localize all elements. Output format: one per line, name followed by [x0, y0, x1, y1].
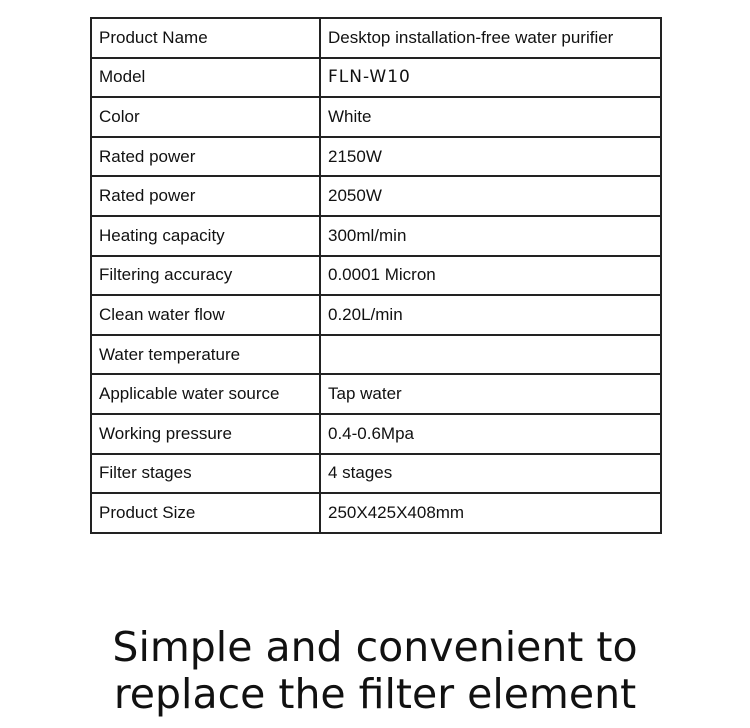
- table-row: [91, 493, 661, 533]
- table-row: [91, 176, 661, 216]
- spec-table: [90, 17, 662, 534]
- spec-value: Desktop installation-free water purifier: [320, 18, 661, 58]
- table-row: [91, 295, 661, 335]
- table-row: [91, 256, 661, 296]
- table-row: [91, 216, 661, 256]
- caption-line-1: Simple and convenient to: [112, 623, 638, 671]
- spec-value: Tap water: [320, 374, 661, 414]
- spec-label: Applicable water source: [91, 374, 320, 414]
- caption-line-2: replace the filter element: [113, 670, 637, 718]
- table-row: [91, 414, 661, 454]
- table-row: [91, 58, 661, 98]
- spec-value: White: [320, 97, 661, 137]
- spec-label: Filter stages: [91, 454, 320, 494]
- spec-label: Rated power: [91, 176, 320, 216]
- spec-label: Rated power: [91, 137, 320, 177]
- spec-label: Working pressure: [91, 414, 320, 454]
- spec-value: 250X425X408mm: [320, 493, 661, 533]
- spec-value: 0.4-0.6Mpa: [320, 414, 661, 454]
- spec-label: Product Size: [91, 493, 320, 533]
- spec-label: Color: [91, 97, 320, 137]
- table-row: [91, 137, 661, 177]
- table-row: [91, 97, 661, 137]
- table-row: [91, 374, 661, 414]
- table-row: [91, 18, 661, 58]
- spec-label: Clean water flow: [91, 295, 320, 335]
- table-row: [91, 335, 661, 375]
- caption: [0, 624, 750, 718]
- spec-value: FLN-W10: [320, 58, 661, 98]
- spec-value: [320, 335, 661, 375]
- spec-label: Water temperature: [91, 335, 320, 375]
- spec-label: Product Name: [91, 18, 320, 58]
- spec-value: 0.0001 Micron: [320, 256, 661, 296]
- spec-value: 2050W: [320, 176, 661, 216]
- table-row: [91, 454, 661, 494]
- spec-value: 300ml/min: [320, 216, 661, 256]
- spec-value: 4 stages: [320, 454, 661, 494]
- spec-value: 0.20L/min: [320, 295, 661, 335]
- spec-label: Filtering accuracy: [91, 256, 320, 296]
- spec-label: Heating capacity: [91, 216, 320, 256]
- spec-value: 2150W: [320, 137, 661, 177]
- spec-label: Model: [91, 58, 320, 98]
